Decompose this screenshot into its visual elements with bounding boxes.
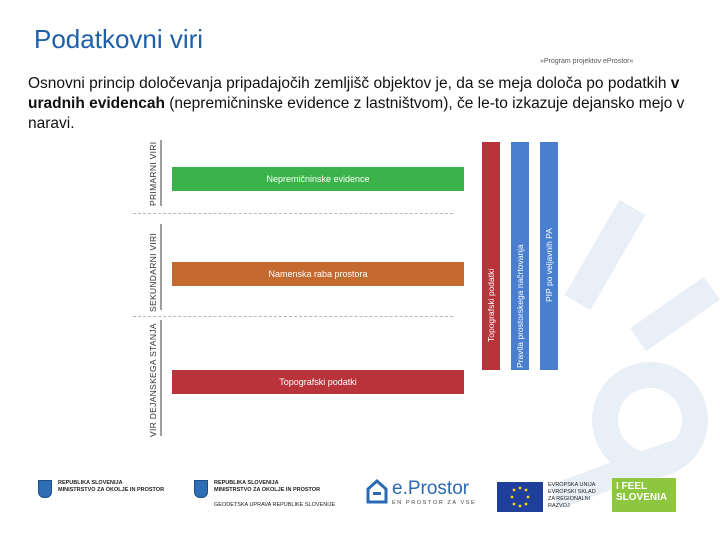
ifeel-line2: SLOVENIA [616,492,668,503]
eu-flag-icon [497,482,543,512]
intro-text-part1: Osnovni princip določevanja pripadajočih zemljišč objektov je, da se meja določa po podatkih [28,75,671,92]
intro-text-bold: v uradnih evidencah [28,75,680,112]
bar-namenska-raba [172,262,464,286]
bar-label: Nepremičninske evidence [266,174,370,184]
slovenia-crest-icon [38,480,52,498]
section-label-secondary: SEKUNDARNI VIRI [148,232,158,312]
ifeel-line1: I FEEL [616,481,648,492]
eu-fund-text [548,482,596,510]
eu-text-line2: EVROPSKI SKLAD [548,489,596,495]
logo-ministry-1 [58,480,164,494]
logo-ministry-2 [214,480,335,509]
logo1-line1: REPUBLIKA SLOVENIJA [58,480,123,486]
axis-line-primary [160,140,162,206]
column-pip-po-veljavnih [540,142,558,370]
slovenia-watermark-icon [530,180,720,520]
column-pravila-prostorskega [511,142,529,370]
logo2-line2: MINISTRSTVO ZA OKOLJE IN PROSTOR [214,487,321,493]
house-icon [366,478,388,504]
page-title: Podatkovni viri [34,24,204,54]
column-label: Pravila prostorskega načrtovanja [515,244,525,368]
section-label-actual: VIR DEJANSKEGA STANJA [148,323,158,437]
column-label: PIP po veljavnih PA [544,228,554,302]
program-subtitle: »Program projektov eProstor« [540,58,634,65]
eprostor-wordmark: e.Prostor [392,478,470,499]
bar-topografski-podatki [172,370,464,394]
axis-line-actual [160,320,162,436]
intro-text-part2: (nepremičninske evidence z lastništvom), če le-to izkazuje dejansko mejo v naravi. [28,95,685,132]
eu-text-line3: ZA REGIONALNI [548,496,591,502]
column-topografski-podatki [482,142,500,370]
bar-label: Topografski podatki [279,377,357,387]
axis-line-secondary [160,224,162,310]
footer-logos [0,470,720,520]
eprostor-tagline: EN PROSTOR ZA VSE [392,500,477,506]
logo2-line3: GEODETSKA UPRAVA REPUBLIKE SLOVENIJE [214,502,336,508]
slovenia-crest-icon [194,480,208,498]
i-feel-slovenia-logo [612,478,676,512]
intro-paragraph [28,74,698,134]
logo1-line2: MINISTRSTVO ZA OKOLJE IN PROSTOR [58,487,165,493]
logo2-line1: REPUBLIKA SLOVENIJA [214,480,279,486]
section-separator-2 [133,316,453,317]
column-label: Topografski podatki [486,268,496,342]
bar-nepremicninske-evidence [172,167,464,191]
eu-text-line4: RAZVOJ [548,503,570,509]
eu-text-line1: EVROPSKA UNIJA [548,482,596,488]
section-label-primary: PRIMARNI VIRI [148,141,158,206]
section-separator-1 [133,213,453,214]
bar-label: Namenska raba prostora [268,269,368,279]
